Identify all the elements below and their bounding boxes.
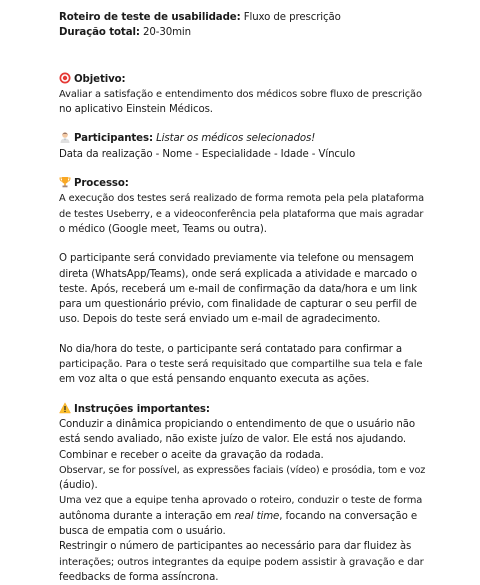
doctor-icon <box>59 131 71 143</box>
roteiro-value: Fluxo de prescrição <box>240 12 341 23</box>
processo-heading <box>59 176 425 191</box>
instrucoes-line: feedbacks de forma assíncrona. <box>59 571 219 583</box>
instrucoes-line: busca de empatia com o usuário. <box>59 526 226 538</box>
participantes-fields: Data da realização - Nome - Especialidade - Idade - Vínculo <box>59 148 356 160</box>
participantes-subtitle: Listar os médicos selecionados! <box>156 133 316 145</box>
processo-p1-line: de testes Useberry, e a videoconferência pela plataforma que mais agradar <box>59 208 424 220</box>
roteiro-line <box>59 10 425 25</box>
roteiro-label: Roteiro de teste de usabilidade: <box>59 12 241 23</box>
real-time-emphasis: real time <box>234 510 280 522</box>
instrucoes-line: está sendo avaliado, não existe juízo de valor. Ele está nos ajudando. <box>59 434 407 446</box>
target-icon <box>59 72 71 84</box>
instrucoes-line: Restringir o número de participantes ao necessário para dar fluidez às <box>59 541 412 553</box>
duracao-line <box>59 25 425 40</box>
processo-p3-line: em voz alta o que está pensando enquanto executa as ações. <box>59 374 370 386</box>
instrucoes-text: , focando na conversação e <box>279 510 418 522</box>
instrucoes-text: autônoma durante a interação em <box>59 510 235 522</box>
objetivo-text-line: no aplicativo Einstein Médicos. <box>59 104 213 116</box>
objetivo-text-line: Avaliar a satisfação e entendimento dos médicos sobre fluxo de prescrição <box>59 88 422 100</box>
instrucoes-line: Conduzir a dinâmica propiciando o entendimento de que o usuário não <box>59 418 416 430</box>
objetivo-title: Objetivo: <box>74 73 126 85</box>
instrucoes-line: Uma vez que a equipe tenha aprovado o roteiro, conduzir o teste de forma <box>59 495 423 507</box>
processo-p3-line: participação. Para o teste será requisitado que compartilhe sua tela e fale <box>59 359 423 371</box>
warning-icon <box>59 402 71 414</box>
objetivo-heading <box>59 72 425 87</box>
processo-p2-line: uso. Depois do teste será enviado um e-mail de agradecimento. <box>59 314 381 326</box>
processo-p2-line: para um questionário prévio, com finalidade de capturar o seu perfil de <box>59 299 417 311</box>
participantes-heading <box>59 131 425 146</box>
document-page <box>59 10 425 585</box>
processo-p2-line: O participante será convidado previamente via telefone ou mensagem <box>59 253 414 265</box>
duracao-value: 20-30min <box>139 27 192 39</box>
processo-p2-line: teste. Após, receberá um e-mail de confirmação da data/hora e um link <box>59 283 417 295</box>
instrucoes-heading <box>59 402 425 417</box>
trophy-icon <box>59 176 71 188</box>
instrucoes-title: Instruções importantes: <box>74 403 210 415</box>
processo-p3-line: No dia/hora do teste, o participante será contatado para confirmar a <box>59 343 403 355</box>
instrucoes-line <box>59 509 425 524</box>
duracao-label: Duração total: <box>59 27 140 39</box>
processo-p2-line: direta (WhatsApp/Teams), onde será explicada a atividade e marcado o <box>59 268 417 280</box>
processo-p1-line: o médico (Google meet, Teams ou outra). <box>59 223 267 235</box>
participantes-title: Participantes: <box>74 133 153 145</box>
processo-title: Processo: <box>74 178 129 190</box>
instrucoes-line: interações; outros integrantes da equipe podem assistir à gravação e dar <box>59 556 424 568</box>
instrucoes-line: (áudio). <box>59 480 98 492</box>
processo-p1-line: A execução dos testes será realizado de forma remota pela pela plataforma <box>59 193 424 205</box>
instrucoes-line: Observar, se for possível, as expressões faciais (vídeo) e prosódia, tom e voz <box>59 464 426 476</box>
instrucoes-line: Combinar e receber o aceite da gravação da rodada. <box>59 449 324 461</box>
